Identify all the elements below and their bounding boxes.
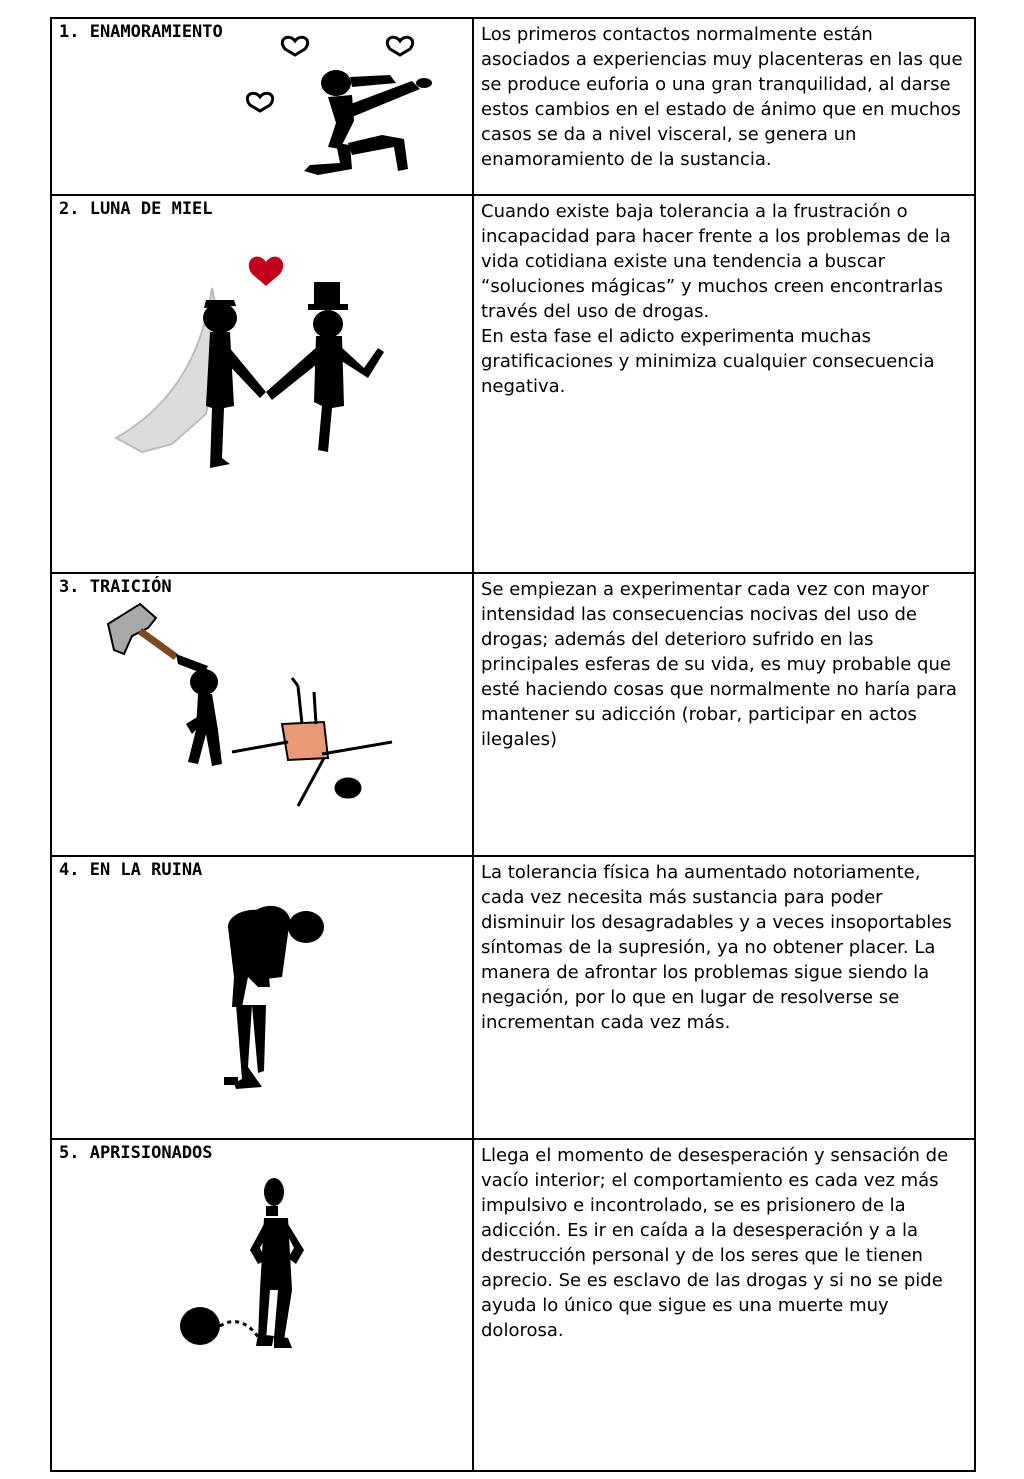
stage-desc-4: La tolerancia física ha aumentado notoriamente, cada vez necesita más sustancia para poder disminuir los desagradables y a veces insoportables síntomas de la supresión, ya no obtener placer. La manera de afrontar los problemas sigue siendo la negación, por lo que en lugar de resolverse se incrementan cada vez más. — [481, 862, 952, 1033]
stage-row-3 — [51, 573, 975, 856]
kneeling-lover-illustration — [52, 19, 472, 196]
heart-icon — [249, 257, 283, 286]
heart-outline-icon-3 — [247, 93, 272, 111]
stage-cell-left-4 — [51, 856, 473, 1139]
falling-figure-body — [282, 722, 328, 760]
stage-title-2: 2. LUNA DE MIEL — [59, 199, 213, 219]
stage-cell-right-4 — [473, 856, 975, 1139]
stage-row-2 — [51, 195, 975, 573]
wedding-couple-illustration — [52, 196, 472, 574]
stage-cell-left-1 — [51, 18, 473, 195]
stage-desc-1: Los primeros contactos normalmente están asociados a experiencias muy placenteras en las que se produce euforia o una gran tranquilidad, al darse estos cambios en el estado de ánimo que en muchos casos se da a nivel visceral, se genera un enamoramiento de la sustancia. — [481, 24, 963, 170]
stage-cell-left-5 — [51, 1139, 473, 1471]
stage-cell-left-2 — [51, 195, 473, 573]
stage-desc-2: Cuando existe baja tolerancia a la frustración o incapacidad para hacer frente a los problemas de la vida cotidiana existe una tendencia a buscar “soluciones mágicas” y muchos creen encontrarlas través del uso de drogas. En esta fase el adicto experimenta muchas gratificaciones y minimiza cualquier consecuencia negativa. — [481, 201, 951, 397]
chain — [220, 1322, 260, 1340]
stage-row-1 — [51, 18, 975, 195]
stage-title-3: 3. TRAICIÓN — [59, 577, 172, 597]
hammer-head — [108, 604, 156, 654]
heart-outline-icon-2 — [387, 37, 412, 55]
stage-cell-right-2 — [473, 195, 975, 573]
stage-cell-left-3 — [51, 573, 473, 856]
heart-outline-icon — [282, 37, 307, 55]
stage-desc-3: Se empiezan a experimentar cada vez con mayor intensidad las consecuencias nocivas del uso de drogas; además del deterioro sufrido en las principales esferas de su vida, es muy probable que esté haciendo cosas que normalmente no haría para mantener su adicción (robar, participar en actos ilegales) — [481, 579, 957, 750]
betrayal-hammer-illustration — [52, 574, 472, 857]
stage-cell-right-3 — [473, 573, 975, 856]
stage-cell-right-1 — [473, 18, 975, 195]
prisoner-ball-chain-illustration — [52, 1140, 472, 1472]
stage-desc-5: Llega el momento de desesperación y sensación de vacío interior; el comportamiento es cada vez más impulsivo e incontrolado, se es prisionero de la adicción. Es ir en caída a la desesperación y a la destrucción personal y de los seres que le tienen aprecio. Se es esclavo de las drogas y si no se pide ayuda lo único que sigue es una muerte muy dolorosa. — [481, 1145, 949, 1341]
stage-title-4: 4. EN LA RUINA — [59, 860, 203, 880]
addiction-stages-table — [50, 17, 976, 1472]
stage-title-5: 5. APRISIONADOS — [59, 1143, 213, 1163]
stage-row-5 — [51, 1139, 975, 1471]
stage-cell-right-5 — [473, 1139, 975, 1471]
stage-title-1: 1. ENAMORAMIENTO — [59, 22, 223, 42]
ruined-figure-illustration — [52, 857, 472, 1140]
stage-row-4 — [51, 856, 975, 1139]
